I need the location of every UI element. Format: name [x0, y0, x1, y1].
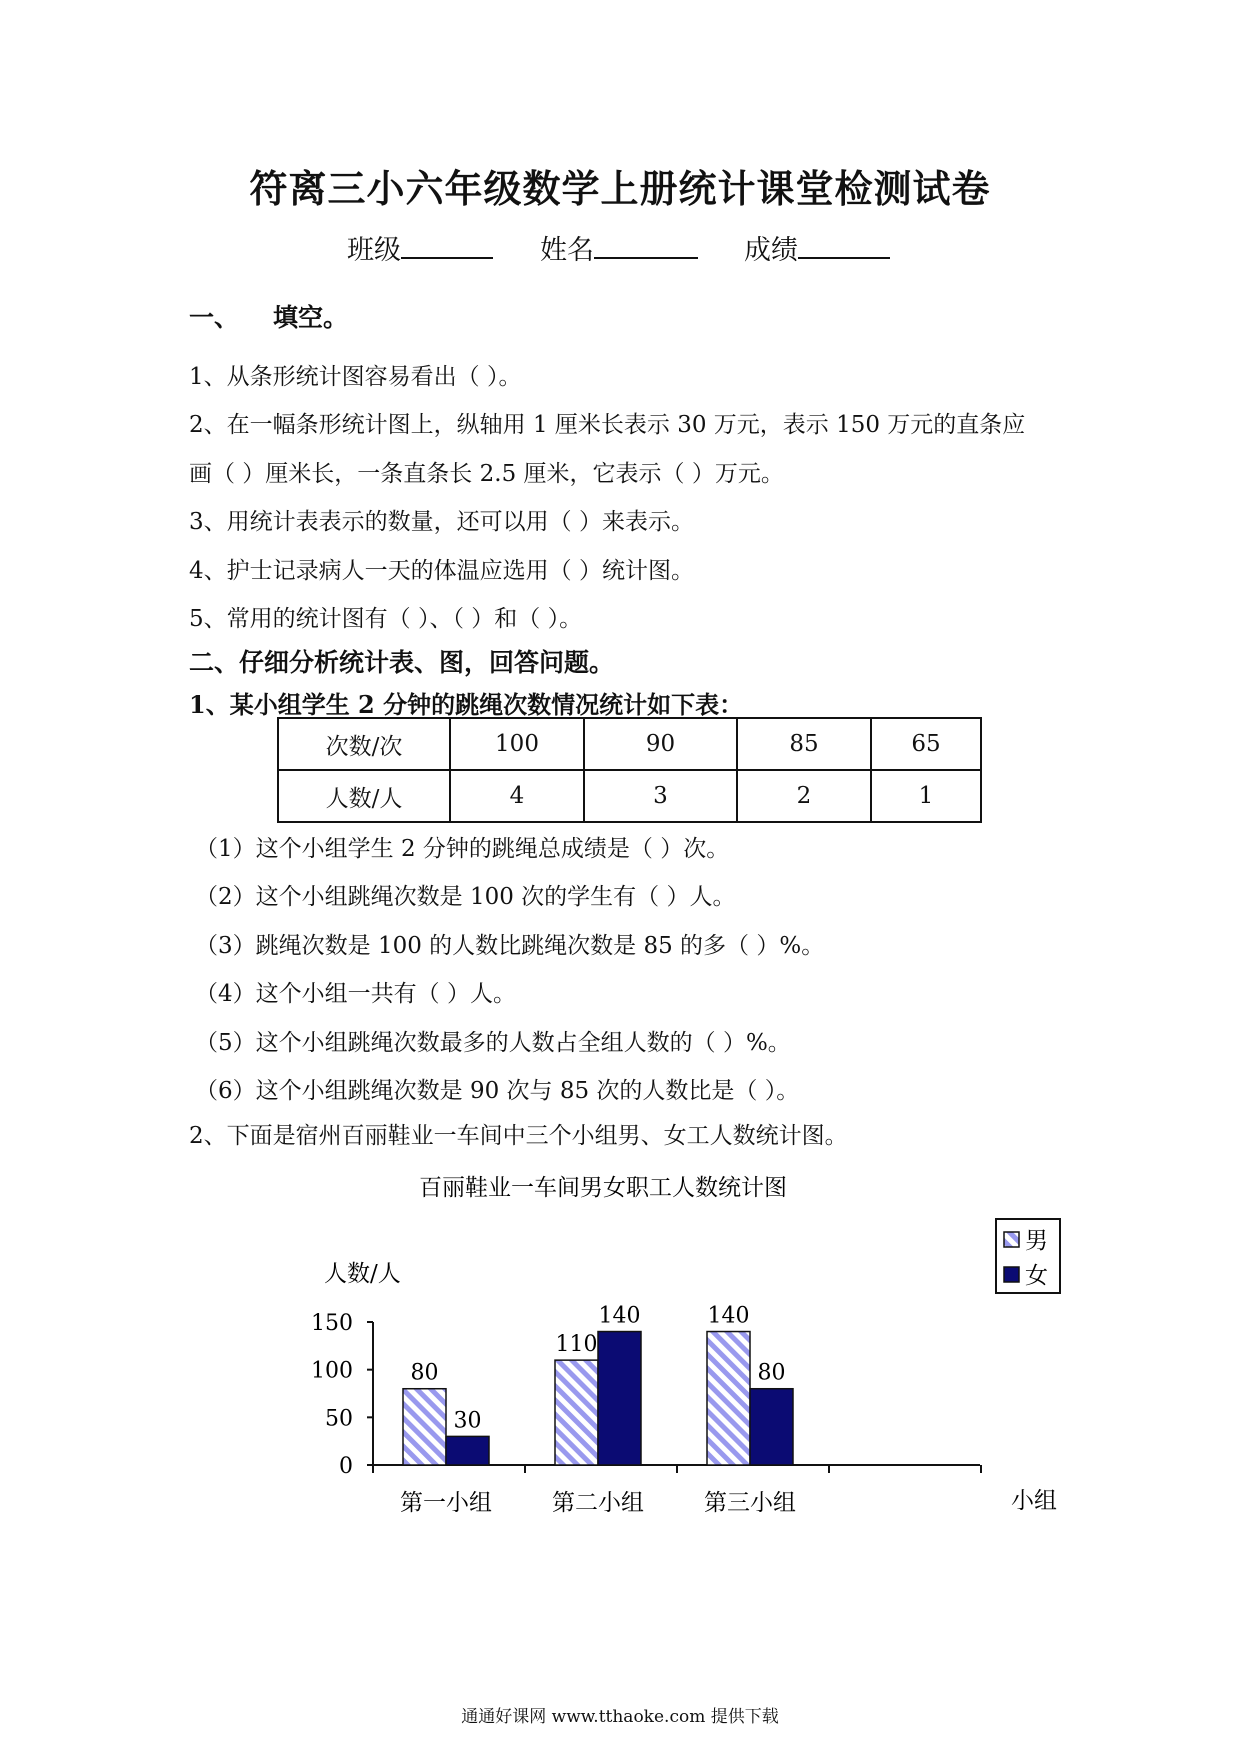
bar-male: [555, 1360, 598, 1465]
s2-subquestion-3: （3）跳绳次数是 100 的人数比跳绳次数是 85 的多（ ）%。: [195, 933, 825, 959]
s2-subquestion-6: （6）这个小组跳绳次数是 90 次与 85 次的人数比是（ ）。: [195, 1078, 800, 1104]
y-tick-label: 50: [325, 1406, 353, 1432]
table-cell: 65: [871, 718, 981, 770]
s2-subquestion-5: （5）这个小组跳绳次数最多的人数占全组人数的（ ）%。: [195, 1030, 791, 1056]
table-cell: 90: [584, 718, 737, 770]
chart-y-axis-label: 人数/人: [324, 1261, 401, 1287]
x-category-label: 第一小组: [400, 1490, 492, 1516]
table-cell: 1: [871, 770, 981, 822]
bar-female: [446, 1436, 489, 1465]
s1-question-5: 5、常用的统计图有（ ）、（ ）和（ ）。: [189, 606, 583, 632]
section1-number: 一、: [189, 303, 240, 332]
class-label: 班级: [347, 235, 401, 266]
legend-swatch: [1004, 1232, 1019, 1247]
legend-label: 男: [1025, 1228, 1048, 1254]
bar-male: [707, 1332, 750, 1465]
chart-title: 百丽鞋业一车间男女职工人数统计图: [419, 1175, 787, 1201]
table-header-cell: 人数/人: [278, 770, 450, 822]
s2-question-1-intro: 1、某小组学生 2 分钟的跳绳次数情况统计如下表：: [189, 690, 744, 719]
bar-value-label: 80: [410, 1360, 439, 1386]
bar-value-label: 110: [555, 1332, 598, 1358]
chart-legend: [996, 1219, 1060, 1293]
name-label: 姓名: [540, 235, 594, 266]
table-cell: 100: [450, 718, 584, 770]
chart-x-axis-label: 小组: [1011, 1488, 1057, 1514]
table-cell: 2: [737, 770, 871, 822]
s2-subquestion-2: （2）这个小组跳绳次数是 100 次的学生有（ ）人。: [195, 884, 736, 910]
footer: 通通好课网 www.tthaoke.com 提供下载: [461, 1707, 779, 1727]
s1-question-4: 4、护士记录病人一天的体温应选用（ ）统计图。: [189, 558, 694, 584]
s1-question-3: 3、用统计表表示的数量，还可以用（ ）来表示。: [189, 509, 694, 535]
bar-value-label: 140: [598, 1303, 641, 1329]
bar-female: [598, 1332, 641, 1465]
s1-question-2b: 画（ ）厘米长，一条直条长 2.5 厘米，它表示（ ）万元。: [189, 461, 784, 487]
page-title: 符离三小六年级数学上册统计课堂检测试卷: [249, 166, 991, 211]
section1-title: 填空。: [273, 303, 349, 332]
section2-heading: 二、仔细分析统计表、图，回答问题。: [189, 648, 615, 677]
chart-bars: [403, 1332, 793, 1465]
table-cell: 3: [584, 770, 737, 822]
s2-subquestion-4: （4）这个小组一共有（ ）人。: [195, 981, 516, 1007]
legend-label: 女: [1025, 1263, 1048, 1289]
s1-question-1: 1、从条形统计图容易看出（ ）。: [189, 364, 522, 390]
table-header-cell: 次数/次: [278, 718, 450, 770]
bar-male: [403, 1389, 446, 1465]
table-cell: 85: [737, 718, 871, 770]
bar-value-label: 30: [453, 1408, 482, 1434]
x-category-label: 第三小组: [704, 1490, 796, 1516]
bar-value-label: 140: [707, 1303, 750, 1329]
y-tick-label: 100: [311, 1358, 353, 1384]
bar-female: [750, 1389, 793, 1465]
y-tick-label: 150: [311, 1311, 353, 1336]
s1-question-2a: 2、在一幅条形统计图上，纵轴用 1 厘米长表示 30 万元，表示 150 万元的直条应: [189, 412, 1026, 438]
legend-swatch: [1004, 1267, 1019, 1282]
y-tick-label: 0: [339, 1454, 353, 1479]
s2-question-2-intro: 2、下面是宿州百丽鞋业一车间中三个小组男、女工人数统计图。: [189, 1123, 848, 1149]
table-cell: 4: [450, 770, 584, 822]
x-category-label: 第二小组: [552, 1490, 644, 1516]
s2-subquestion-1: （1）这个小组学生 2 分钟的跳绳总成绩是（ ）次。: [195, 836, 730, 862]
bar-value-label: 80: [757, 1360, 786, 1386]
score-label: 成绩: [744, 235, 798, 266]
